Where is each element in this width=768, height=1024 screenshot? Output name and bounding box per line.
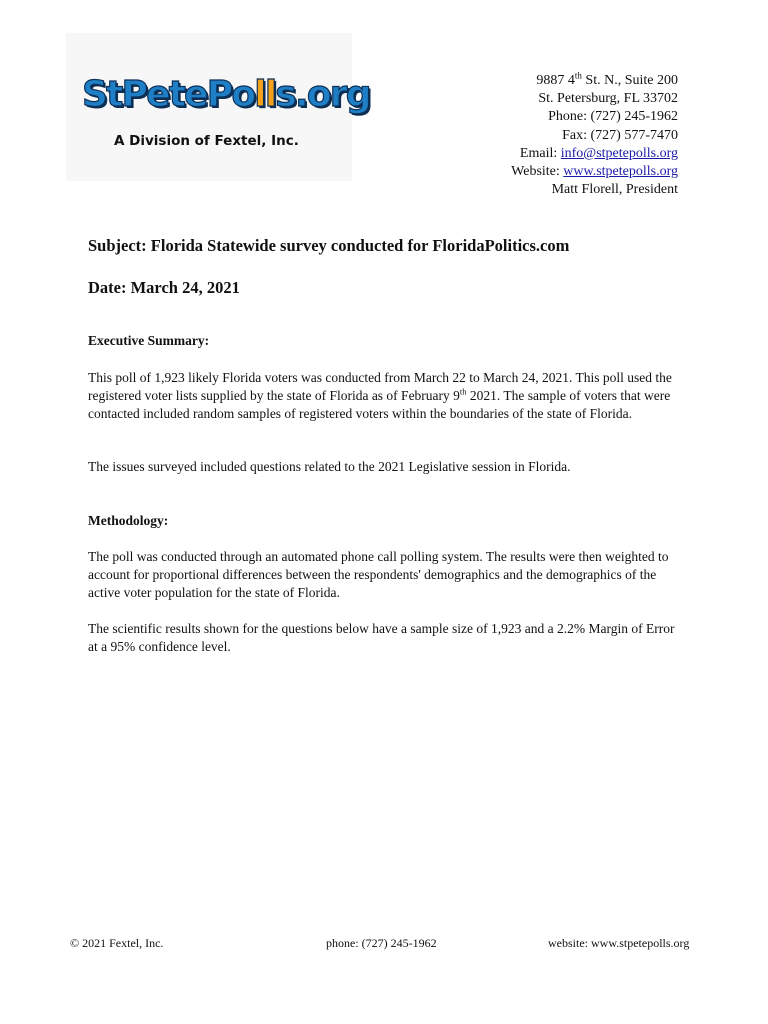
- logo-name-part2: s.org: [275, 74, 370, 115]
- executive-summary-paragraph-1: [88, 369, 684, 423]
- logo-wordmark: [82, 74, 370, 115]
- president-line: Matt Florell, President: [551, 182, 678, 198]
- logo-name-part1: StPetePo: [82, 74, 255, 115]
- date-line: Date: March 24, 2021: [88, 278, 240, 297]
- company-logo: [66, 33, 370, 181]
- fax-line: Fax: (727) 577-7470: [562, 127, 678, 143]
- footer-website: website: www.stpetepolls.org: [548, 936, 690, 950]
- email-label: Email:: [519, 145, 561, 161]
- exec-p1-text-b: 2021. The sample of voters that were contacted included random samples of registered voters within the boundaries of the state of Florida.: [88, 388, 671, 421]
- methodology-paragraph-2: The scientific results shown for the questions below have a sample size of 1,923 and a 2.2% Margin of Error at a 95% confidence level.: [88, 621, 675, 654]
- exec-p1-text-a: This poll of 1,923 likely Florida voters was conducted from March 22 to March 24, 2021. This poll used the registered voter lists supplied by the state of Florida as of February 9: [88, 370, 672, 403]
- methodology-paragraph-1: The poll was conducted through an automated phone call polling system. The results were then weighted to account for proportional differences between the respondents' demographics and the demographics of the active voter population for the state of Florida.: [88, 549, 669, 600]
- street-address: [418, 72, 678, 90]
- logo-name-ll: ll: [254, 74, 276, 115]
- website-line: [418, 163, 678, 181]
- methodology-heading: Methodology:: [88, 513, 169, 528]
- exec-p1-sup: th: [459, 386, 467, 397]
- footer-phone: phone: (727) 245-1962: [326, 936, 437, 950]
- subject-line: Subject: Florida Statewide survey conducted for FloridaPolitics.com: [88, 236, 570, 255]
- street-number: 9887 4: [536, 73, 575, 88]
- executive-summary-heading: Executive Summary:: [88, 333, 210, 348]
- email-line: [418, 145, 678, 163]
- address-block: [418, 72, 678, 199]
- phone-line: Phone: (727) 245-1962: [548, 109, 678, 125]
- website-label: Website:: [511, 164, 564, 180]
- website-link[interactable]: www.stpetepolls.org: [563, 164, 678, 180]
- executive-summary-paragraph-2: The issues surveyed included questions related to the 2021 Legislative session in Florida.: [88, 459, 571, 474]
- street-suffix: th: [574, 70, 582, 81]
- street-rest: St. N., Suite 200: [581, 73, 678, 88]
- footer-copyright: © 2021 Fextel, Inc.: [70, 936, 164, 950]
- email-link[interactable]: info@stpetepolls.org: [560, 145, 678, 161]
- city-line: St. Petersburg, FL 33702: [538, 91, 678, 107]
- logo-tagline: A Division of Fextel, Inc.: [114, 133, 299, 149]
